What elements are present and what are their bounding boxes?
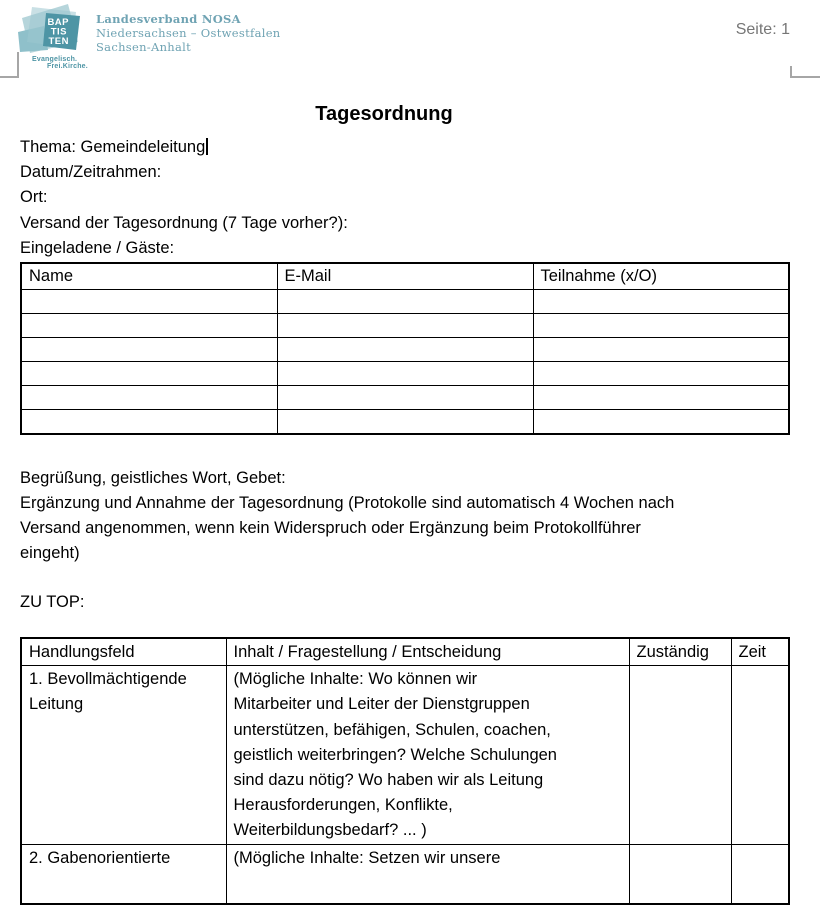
guests-cell-email[interactable] <box>277 362 533 386</box>
agenda-header-handlungsfeld[interactable]: Handlungsfeld <box>21 638 226 666</box>
logo-word-line-3: TEN <box>48 36 69 47</box>
agenda-cell-inhalt-1[interactable] <box>226 666 629 844</box>
guests-table-row <box>21 386 789 410</box>
org-name-line1: Landesverband NOSA <box>96 12 241 26</box>
org-name-line3: Sachsen-Anhalt <box>96 40 192 54</box>
meta-line-versand[interactable]: Versand der Tagesordnung (7 Tage vorher?): <box>20 213 348 232</box>
agenda-header-zeit[interactable]: Zeit <box>731 638 789 666</box>
inhalt-line: unterstützen, befähigen, Schulen, coachen, <box>233 720 551 739</box>
guests-table-header-row <box>21 263 789 290</box>
guests-cell-email[interactable] <box>277 314 533 338</box>
guests-cell-name[interactable] <box>21 338 277 362</box>
baptisten-logo-icon <box>18 2 90 54</box>
text-cursor <box>206 138 208 155</box>
agenda-cell-zeit-2[interactable] <box>731 844 789 904</box>
guests-header-email[interactable]: E-Mail <box>277 263 533 290</box>
org-name-line2: Niedersachsen – Ostwestfalen <box>96 26 281 40</box>
agenda-cell-zustaendig-1[interactable] <box>629 666 731 844</box>
inhalt-line: Herausforderungen, Konflikte, <box>233 796 453 815</box>
guests-cell-teilnahme[interactable] <box>533 338 789 362</box>
meta-line-thema[interactable] <box>20 135 348 160</box>
guests-cell-name[interactable] <box>21 386 277 410</box>
guests-table-row <box>21 410 789 434</box>
logo-tagline-line2: Frei.Kirche. <box>47 63 88 70</box>
org-name-block <box>96 12 281 54</box>
agenda-row-2 <box>21 844 789 904</box>
text-boundary-mark-left <box>0 52 19 78</box>
paragraph-line: Ergänzung und Annahme der Tagesordnung (Protokolle sind automatisch 4 Wochen nach <box>20 494 675 512</box>
guests-cell-email[interactable] <box>277 410 533 434</box>
guests-cell-email[interactable] <box>277 386 533 410</box>
guests-cell-teilnahme[interactable] <box>533 386 789 410</box>
guests-table-row <box>21 314 789 338</box>
guests-cell-name[interactable] <box>21 362 277 386</box>
greeting-line[interactable]: Begrüßung, geistliches Wort, Gebet: <box>20 469 286 487</box>
guests-cell-name[interactable] <box>21 290 277 314</box>
meta-line-thema-text: Thema: Gemeindeleitung <box>20 138 206 156</box>
agenda-cell-zustaendig-2[interactable] <box>629 844 731 904</box>
guests-cell-teilnahme[interactable] <box>533 290 789 314</box>
document-title[interactable]: Tagesordnung <box>315 103 453 125</box>
guests-header-name[interactable]: Name <box>21 263 277 290</box>
paragraph-line: Versand angenommen, wenn kein Widerspruch oder Ergänzung beim Protokollführer <box>20 519 641 538</box>
guests-table <box>20 262 790 435</box>
agenda-table-header-row <box>21 638 789 666</box>
agenda-header-inhalt[interactable]: Inhalt / Fragestellung / Entscheidung <box>226 638 629 666</box>
inhalt-line: geistlich weiterbringen? Welche Schulungen <box>233 745 557 764</box>
agenda-row-1 <box>21 666 789 844</box>
guests-cell-email[interactable] <box>277 338 533 362</box>
annahme-paragraph[interactable] <box>20 491 674 567</box>
inhalt-line: (Mögliche Inhalte: Wo können wir <box>233 670 478 689</box>
guests-cell-teilnahme[interactable] <box>533 362 789 386</box>
guests-cell-name[interactable] <box>21 314 277 338</box>
inhalt-line: Mitarbeiter und Leiter der Dienstgruppen <box>233 695 530 714</box>
paragraph-line: eingeht) <box>20 544 80 563</box>
meta-line-ort[interactable]: Ort: <box>20 188 48 207</box>
guests-table-row <box>21 362 789 386</box>
meta-lines-block <box>20 135 348 261</box>
agenda-header-zustaendig[interactable]: Zuständig <box>629 638 731 666</box>
text-boundary-mark-right <box>790 66 820 78</box>
guests-cell-teilnahme[interactable] <box>533 410 789 434</box>
inhalt-line: sind dazu nötig? Wo haben wir als Leitung <box>233 771 544 790</box>
zu-top-line[interactable]: ZU TOP: <box>20 593 85 611</box>
meta-line-eingeladene[interactable]: Eingeladene / Gäste: <box>20 238 175 257</box>
logo-word-line-1: BAP <box>47 17 69 28</box>
guests-cell-teilnahme[interactable] <box>533 314 789 338</box>
guests-table-row <box>21 290 789 314</box>
guests-table-row <box>21 338 789 362</box>
agenda-cell-inhalt-2[interactable] <box>226 844 629 904</box>
agenda-table <box>20 637 790 905</box>
agenda-cell-handlungsfeld-1[interactable]: 1. Bevollmächtigende Leitung <box>21 666 226 844</box>
guests-header-teilnahme[interactable]: Teilnahme (x/O) <box>533 263 789 290</box>
page-number-label: Seite: 1 <box>735 21 790 38</box>
meta-line-datum[interactable]: Datum/Zeitrahmen: <box>20 163 162 182</box>
logo-tagline-line1: Evangelisch. <box>32 56 78 63</box>
agenda-cell-handlungsfeld-2[interactable]: 2. Gabenorientierte <box>21 844 226 904</box>
agenda-cell-zeit-1[interactable] <box>731 666 789 844</box>
guests-cell-name[interactable] <box>21 410 277 434</box>
logo-word-line-2: TIS <box>50 26 67 38</box>
guests-cell-email[interactable] <box>277 290 533 314</box>
inhalt-line: Weiterbildungsbedarf? ... ) <box>233 821 427 840</box>
inhalt-line: (Mögliche Inhalte: Setzen wir unsere <box>233 848 501 867</box>
